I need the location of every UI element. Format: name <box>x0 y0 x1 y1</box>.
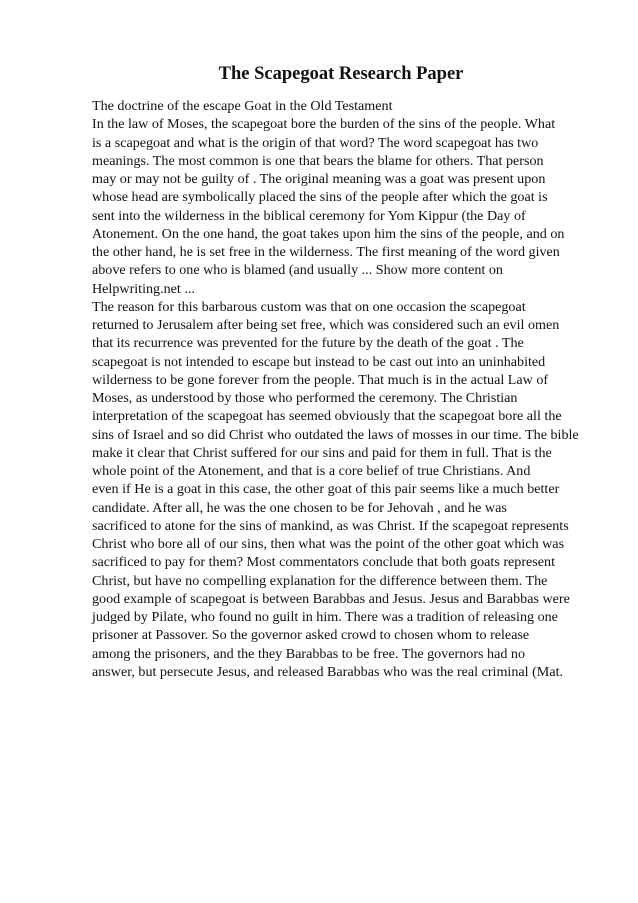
text-line: Helpwriting.net ... <box>92 280 195 297</box>
text-line: sins of Israel and so did Christ who outdated the laws of mosses in our time. The bible <box>92 426 579 443</box>
text-line: wilderness to be gone forever from the people. That much is in the actual Law of <box>92 371 549 388</box>
text-line: sent into the wilderness in the biblical ceremony for Yom Kippur (the Day of <box>92 207 526 224</box>
text-line: make it clear that Christ suffered for our sins and paid for them in full. That is the <box>92 444 552 461</box>
text-line: Moses, as understood by those who performed the ceremony. The Christian <box>92 390 518 406</box>
body-text <box>92 97 612 681</box>
text-line: The reason for this barbarous custom was that on one occasion the scapegoat <box>92 298 526 315</box>
text-line: The doctrine of the escape Goat in the Old Testament <box>92 98 393 114</box>
text-line: prisoner at Passover. So the governor asked crowd to chosen whom to release <box>92 627 530 644</box>
page-title: The Scapegoat Research Paper <box>218 64 464 84</box>
text-line: In the law of Moses, the scapegoat bore the burden of the sins of the people. What <box>92 116 556 133</box>
text-line: candidate. After all, he was the one chosen to be for Jehovah , and he was <box>92 499 507 516</box>
text-line: good example of scapegoat is between Barabbas and Jesus. Jesus and Barabbas were <box>92 590 570 607</box>
text-line: that its recurrence was prevented for the future by the death of the goat . The <box>92 335 524 352</box>
text-line: answer, but persecute Jesus, and released Barabbas who was the real criminal (Mat. <box>92 663 564 680</box>
text-line: may or may not be guilty of . The original meaning was a goat was present upon <box>92 171 546 187</box>
text-line: whose head are symbolically placed the sins of the people after which the goat is <box>92 189 548 206</box>
text-line: whole point of the Atonement, and that is a core belief of true Christians. And <box>92 463 531 479</box>
text-line: Atonement. On the one hand, the goat takes upon him the sins of the people, and on <box>92 225 565 242</box>
text-line: returned to Jerusalem after being set free, which was considered such an evil omen <box>92 317 560 333</box>
text-line: scapegoat is not intended to escape but instead to be cast out into an uninhabited <box>92 353 546 370</box>
text-line: is a scapegoat and what is the origin of that word? The word scapegoat has two <box>92 134 539 151</box>
text-line: interpretation of the scapegoat has seemed obviously that the scapegoat bore all the <box>92 408 562 425</box>
text-line: above refers to one who is blamed (and usually ... Show more content on <box>92 262 503 279</box>
text-line: Christ, but have no compelling explanation for the difference between them. The <box>92 572 548 589</box>
text-line: sacrificed to atone for the sins of mankind, as was Christ. If the scapegoat represents <box>92 517 569 534</box>
text-line: sacrificed to pay for them? Most commentators conclude that both goats represent <box>92 554 555 571</box>
text-line: Christ who bore all of our sins, then what was the point of the other goat which was <box>92 536 565 552</box>
text-line: even if He is a goat in this case, the other goat of this pair seems like a much better <box>92 481 560 498</box>
text-line: the other hand, he is set free in the wilderness. The first meaning of the word given <box>92 244 560 260</box>
text-line: meanings. The most common is one that bears the blame for others. That person <box>92 152 544 169</box>
text-line: among the prisoners, and the they Barabbas to be free. The governors had no <box>92 645 525 662</box>
text-line: judged by Pilate, who found no guilt in him. There was a tradition of releasing one <box>92 609 558 625</box>
